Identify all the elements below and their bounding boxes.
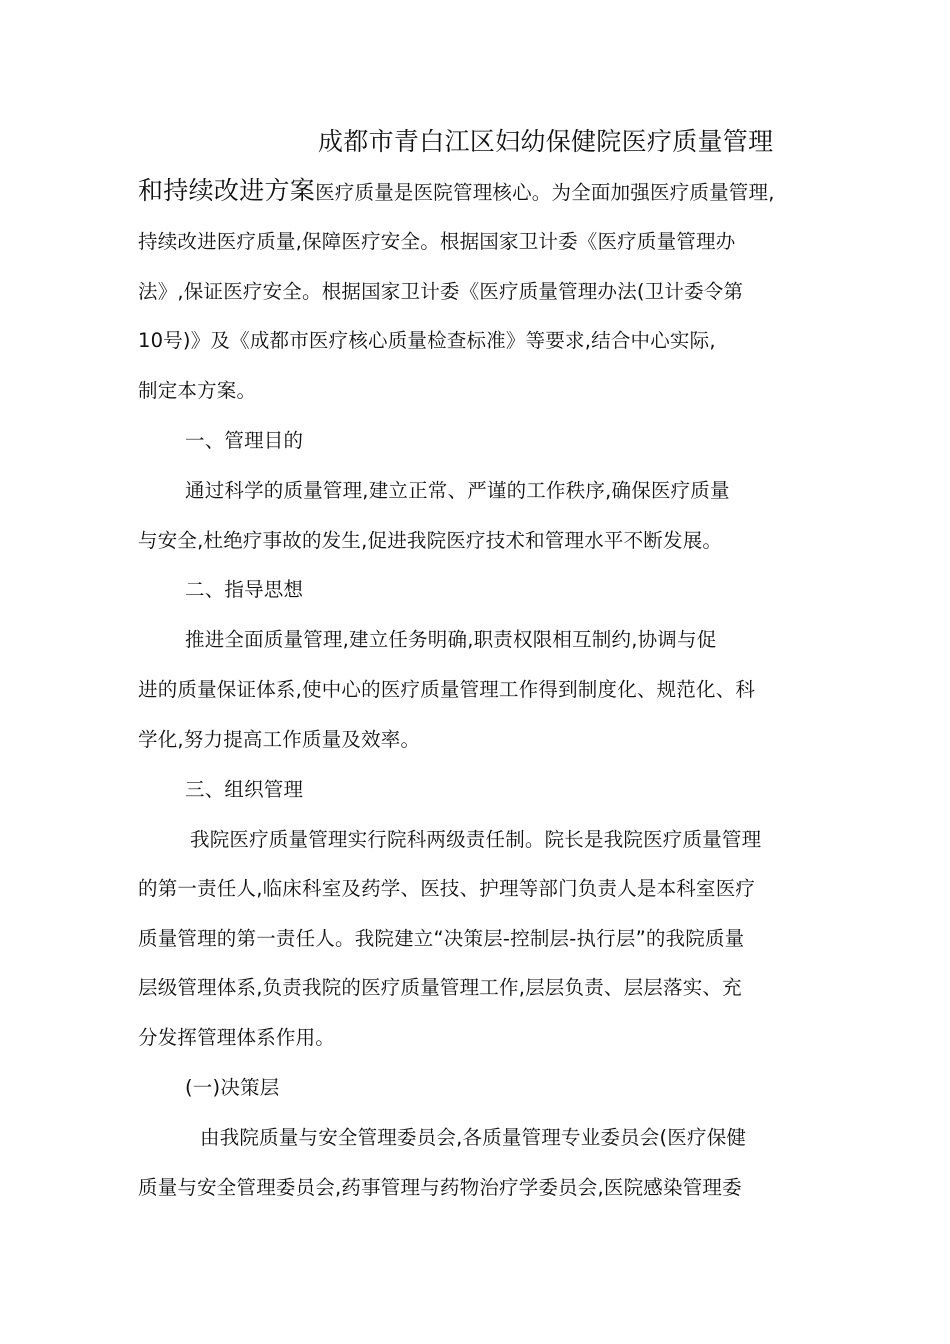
section2-heading: 二、指导思想 bbox=[185, 578, 304, 601]
section3-line-2: 的第一责任人,临床科室及药学、医技、护理等部门负责人是本科室医疗 bbox=[138, 877, 756, 900]
intro-line-4: 10号)》及《成都市医疗核心质量检查标准》等要求,结合中心实际, bbox=[138, 329, 716, 352]
section1-line-1: 通过科学的质量管理,建立正常、严谨的工作秩序,确保医疗质量 bbox=[185, 479, 730, 502]
section3-line-5: 分发挥管理体系作用。 bbox=[138, 1026, 336, 1049]
intro-line-2: 持续改进医疗质量,保障医疗安全。根据国家卫计委《医疗质量管理办 bbox=[138, 230, 736, 253]
section3-heading: 三、组织管理 bbox=[185, 778, 304, 801]
section2-line-3: 学化,努力提高工作质量及效率。 bbox=[138, 728, 421, 751]
intro-line-1: 医疗质量是医院管理核心。为全面加强医疗质量管理, bbox=[315, 181, 775, 204]
intro-line-3: 法》,保证医疗安全。根据国家卫计委《医疗质量管理办法(卫计委令第 bbox=[138, 280, 744, 303]
subsection1-heading: (一)决策层 bbox=[185, 1076, 280, 1099]
document-title-line1: 成都市青白江区妇幼保健院医疗质量管理 bbox=[318, 127, 774, 156]
section1-line-2: 与安全,杜绝疗事故的发生,促进我院医疗技术和管理水平不断发展。 bbox=[138, 529, 723, 552]
title-and-intro-line bbox=[138, 178, 775, 206]
section3-line-1: 我院医疗质量管理实行院科两级责任制。院长是我院医疗质量管理 bbox=[190, 828, 762, 851]
section3-line-4: 层级管理体系,负责我院的医疗质量管理工作,层层负责、层层落实、充 bbox=[138, 976, 742, 999]
subsection1-line-2: 质量与安全管理委员会,药事管理与药物治疗学委员会,医院感染管理委 bbox=[138, 1176, 742, 1199]
document-title-line2: 和持续改进方案 bbox=[138, 176, 316, 205]
section3-line-3: 质量管理的第一责任人。我院建立“决策层-控制层-执行层”的我院质量 bbox=[138, 927, 745, 950]
intro-line-5: 制定本方案。 bbox=[138, 379, 257, 402]
section2-line-2: 进的质量保证体系,使中心的医疗质量管理工作得到制度化、规范化、科 bbox=[138, 678, 756, 701]
section2-line-1: 推进全面质量管理,建立任务明确,职责权限相互制约,协调与促 bbox=[185, 628, 717, 651]
section1-heading: 一、管理目的 bbox=[185, 429, 304, 452]
subsection1-line-1: 由我院质量与安全管理委员会,各质量管理专业委员会(医疗保健 bbox=[200, 1126, 747, 1149]
